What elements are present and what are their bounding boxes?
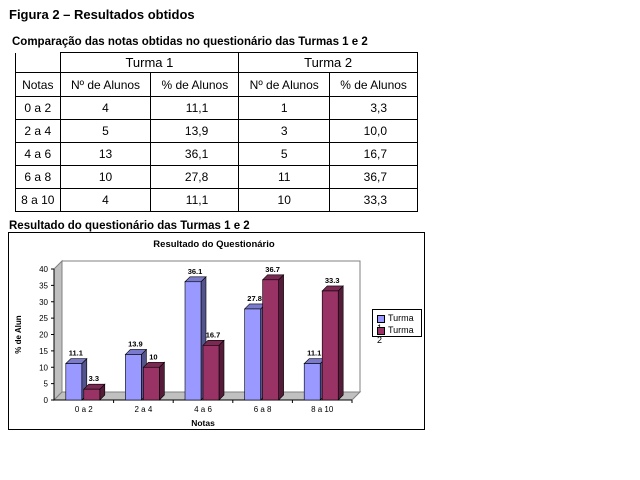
y-tick-label: 15 bbox=[39, 346, 48, 356]
y-tick-label: 35 bbox=[39, 281, 48, 291]
bar-turma-2 bbox=[263, 280, 279, 400]
data-label: 16.7 bbox=[205, 330, 221, 340]
bar-turma-1 bbox=[245, 309, 261, 400]
chart-legend bbox=[372, 309, 422, 345]
bar-turma-1 bbox=[66, 364, 82, 400]
bar-side bbox=[279, 275, 284, 400]
table-cell-alunos-t1: 4 bbox=[60, 97, 151, 120]
table-header-row bbox=[16, 73, 418, 97]
figure-title: Figura 2 – Resultados obtidos bbox=[9, 7, 195, 22]
legend-label-turma-2: Turma 2 bbox=[377, 325, 414, 345]
table-title: Comparação das notas obtidas no questionário das Turmas 1 e 2 bbox=[12, 36, 368, 48]
chart-title: Resultado do Questionário bbox=[153, 239, 275, 250]
table-cell-pct-t1: 36,1 bbox=[151, 143, 239, 166]
bar-turma-2 bbox=[322, 291, 338, 400]
data-label: 11.1 bbox=[307, 348, 322, 358]
bar-side bbox=[219, 340, 224, 400]
table-row bbox=[16, 120, 418, 143]
table-group-turma-1: Turma 1 bbox=[60, 53, 239, 73]
column-header-alunos-t1: Nº de Alunos bbox=[60, 73, 151, 97]
table-cell-notas: 8 a 10 bbox=[16, 189, 61, 212]
table-cell-alunos-t2: 11 bbox=[239, 166, 330, 189]
data-label: 13.9 bbox=[128, 339, 143, 349]
x-tick-label: 6 a 8 bbox=[253, 405, 272, 414]
table-row bbox=[16, 189, 418, 212]
table-row bbox=[16, 166, 418, 189]
y-tick-label: 40 bbox=[39, 265, 48, 274]
x-axis-label: Notas bbox=[191, 418, 215, 428]
column-header-pct-t1: % de Alunos bbox=[151, 73, 239, 97]
chart-section-title: Resultado do questionário das Turmas 1 e 2 bbox=[9, 220, 250, 232]
x-tick-label: 0 a 2 bbox=[74, 405, 93, 414]
bar-chart bbox=[8, 232, 425, 430]
y-tick-label: 25 bbox=[39, 314, 48, 324]
data-label: 10 bbox=[149, 352, 158, 362]
table-cell-notas: 0 a 2 bbox=[16, 97, 61, 120]
table-cell-alunos-t1: 4 bbox=[60, 189, 151, 212]
bar-turma-2 bbox=[143, 367, 159, 400]
data-label: 33.3 bbox=[324, 275, 340, 285]
data-label: 36.1 bbox=[187, 266, 203, 276]
legend-label-turma-1: Turma bbox=[388, 313, 414, 323]
table-cell-alunos-t1: 5 bbox=[60, 120, 151, 143]
data-label: 11.1 bbox=[68, 348, 83, 358]
column-header-alunos-t2: Nº de Alunos bbox=[239, 73, 330, 97]
table-cell-alunos-t2: 5 bbox=[239, 143, 330, 166]
table-cell-alunos-t2: 3 bbox=[239, 120, 330, 143]
x-tick-label: 4 a 6 bbox=[194, 405, 212, 414]
data-label: 27.8 bbox=[247, 293, 262, 303]
table-cell-pct-t2: 33,3 bbox=[330, 189, 418, 212]
bar-turma-2 bbox=[203, 345, 219, 400]
y-tick-label: 10 bbox=[39, 363, 48, 373]
bar-turma-2 bbox=[84, 389, 100, 400]
table-row bbox=[16, 97, 418, 120]
table-cell-notas: 4 a 6 bbox=[16, 143, 61, 166]
table-cell-pct-t1: 11,1 bbox=[151, 189, 239, 212]
table-cell-pct-t2: 16,7 bbox=[330, 143, 418, 166]
chart-side-wall bbox=[54, 261, 62, 400]
table-cell-pct-t1: 11,1 bbox=[151, 97, 239, 120]
column-header-notas: Notas bbox=[16, 73, 61, 97]
table-cell-pct-t1: 13,9 bbox=[151, 120, 239, 143]
bar-side bbox=[338, 286, 343, 400]
table-group-empty-cell bbox=[16, 53, 61, 73]
bar-turma-1 bbox=[304, 364, 320, 400]
y-axis-label: % de Alun bbox=[14, 315, 23, 354]
bar-turma-1 bbox=[185, 282, 201, 400]
y-tick-label: 0 bbox=[43, 396, 48, 405]
bar-side bbox=[159, 362, 164, 400]
column-header-pct-t2: % de Alunos bbox=[330, 73, 418, 97]
table-cell-alunos-t2: 1 bbox=[239, 97, 330, 120]
legend-swatch-turma-1 bbox=[377, 315, 385, 323]
table-cell-pct-t1: 27,8 bbox=[151, 166, 239, 189]
bar-turma-1 bbox=[125, 354, 141, 400]
x-tick-label: 8 a 10 bbox=[311, 405, 334, 414]
table-group-header-row bbox=[16, 53, 418, 73]
y-tick-label: 20 bbox=[39, 330, 48, 340]
grades-table bbox=[15, 52, 418, 212]
table-cell-alunos-t2: 10 bbox=[239, 189, 330, 212]
table-cell-alunos-t1: 10 bbox=[60, 166, 151, 189]
legend-item-turma-1 bbox=[377, 313, 421, 323]
data-label: 36.7 bbox=[265, 264, 280, 274]
data-label: 3.3 bbox=[88, 374, 100, 384]
legend-item-turma-2 bbox=[377, 325, 421, 345]
y-tick-label: 5 bbox=[43, 379, 48, 389]
table-cell-pct-t2: 10,0 bbox=[330, 120, 418, 143]
legend-swatch-turma-2 bbox=[377, 327, 385, 335]
table-cell-pct-t2: 36,7 bbox=[330, 166, 418, 189]
table-cell-notas: 2 a 4 bbox=[16, 120, 61, 143]
table-cell-pct-t2: 3,3 bbox=[330, 97, 418, 120]
y-tick-label: 30 bbox=[39, 297, 48, 307]
table-row bbox=[16, 143, 418, 166]
table-cell-notas: 6 a 8 bbox=[16, 166, 61, 189]
table-group-turma-2: Turma 2 bbox=[239, 53, 418, 73]
x-tick-label: 2 a 4 bbox=[134, 405, 153, 414]
bar-chart-canvas bbox=[9, 233, 424, 429]
table-cell-alunos-t1: 13 bbox=[60, 143, 151, 166]
